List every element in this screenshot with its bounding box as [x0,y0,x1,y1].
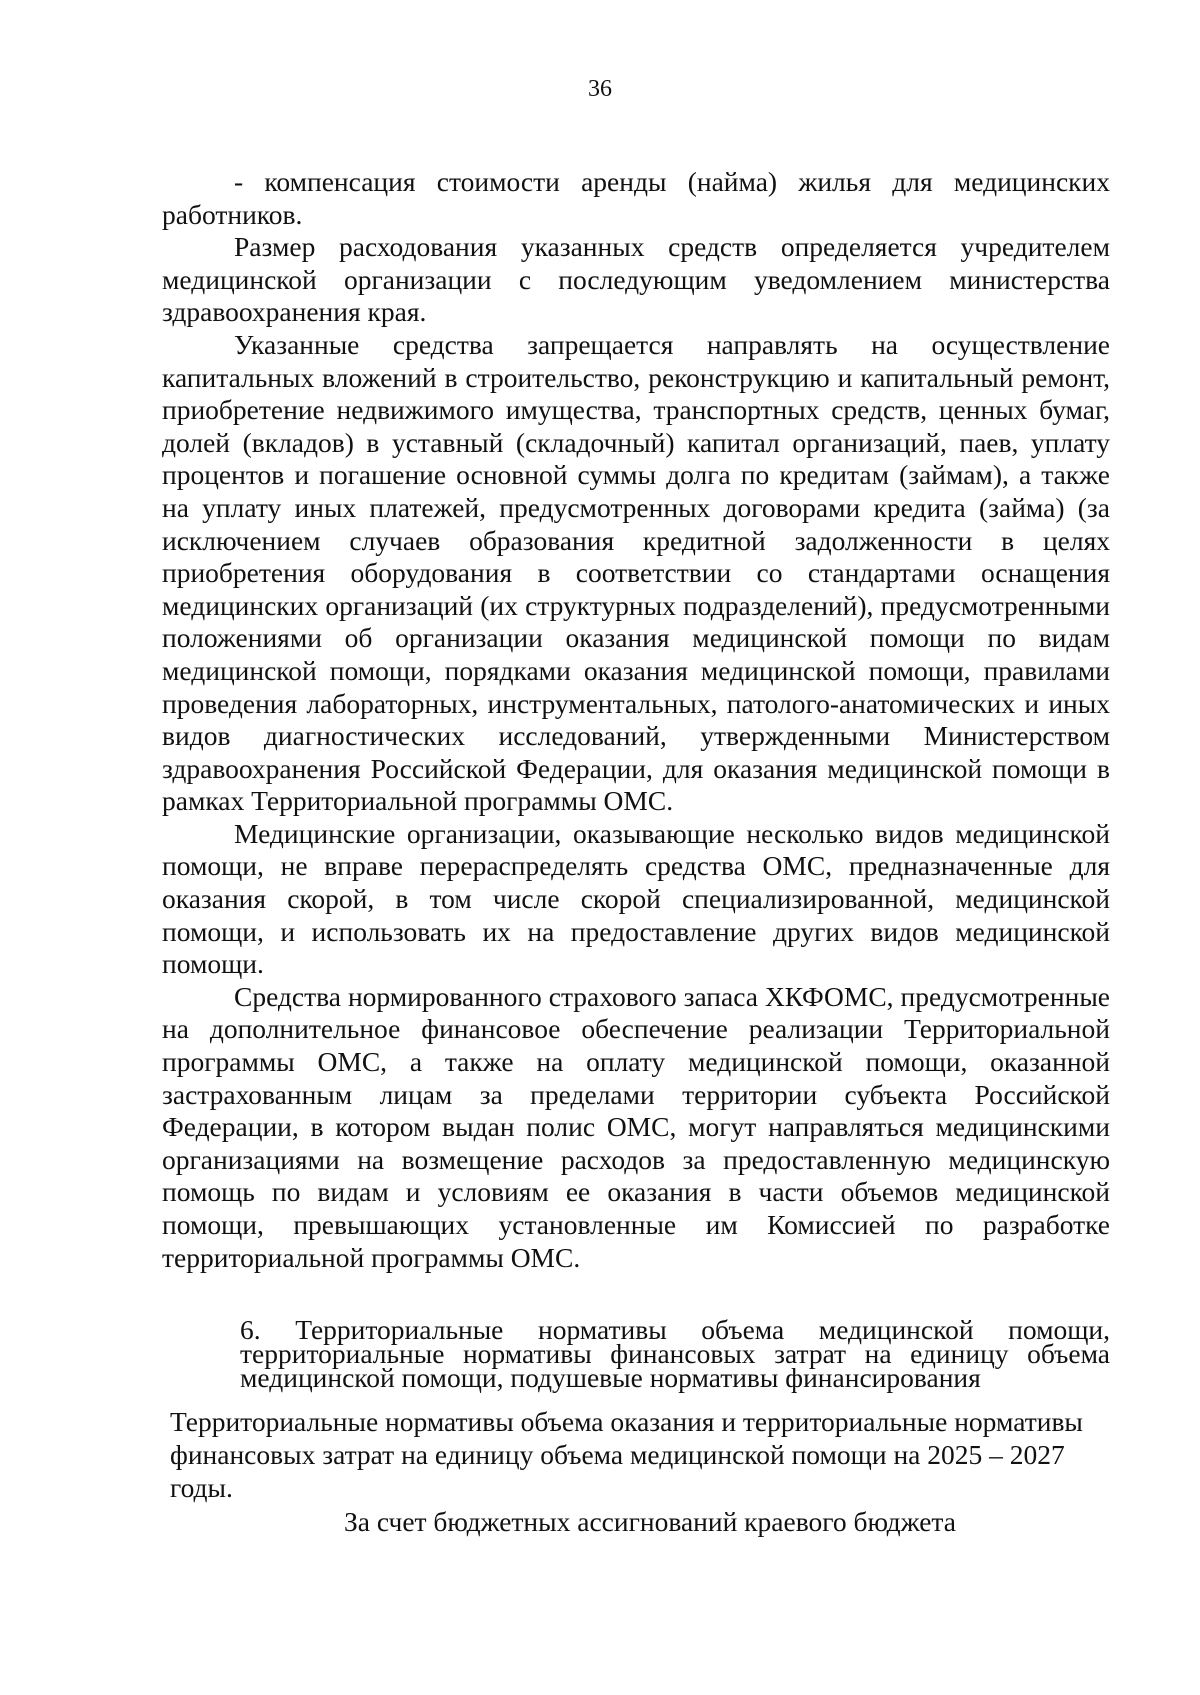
subheading: Территориальные нормативы объема оказания и территориальные нормативы финансовых затрат на единицу объема медицинской помощи на 2025 – 2027 годы. [170,1406,1083,1503]
paragraph-redistribution-ban: Медицинские организации, оказывающие несколько видов медицинской помощи, не вправе перераспределять средства ОМС, предназначенные для оказания скорой, в том числе скорой специализированной, медицинской помощи, и использовать их на предоставление других видов медицинской помощи. [162,817,1110,980]
section-heading [240,1314,1110,1393]
paragraph-insurance-reserve: Средства нормированного страхового запаса ХКФОМС, предусмотренные на дополнительное финансовое обеспечение реализации Территориальной программы ОМС, а также на оплату медицинской помощи, оказанной застрахованным лицам за пределами территории субъекта Российской Федерации, в котором выдан полис ОМС, могут направляться медицинскими организациями на возмещение расходов за предоставленную медицинскую помощь по видам и условиям ее оказания в части объемов медицинской помощи, превышающих установленные им Комиссией по разработке территориальной программы ОМС. [162,980,1110,1273]
paragraph-spending-amount: Размер расходования указанных средств определяется учредителем медицинской организации с последующим уведомлением министерства здравоохранения края. [162,231,1110,328]
section-heading-line-3: медицинской помощи, подушевые нормативы финансирования [240,1362,981,1393]
paragraph-spending-restrictions: Указанные средства запрещается направлять на осуществление капитальных вложений в строительство, реконструкцию и капитальный ремонт, приобретение недвижимого имущества, транспортных средств, ценных бумаг, долей (вкладов) в уставный (складочный) капитал организаций, паев, уплату процентов и погашение основной суммы долга по кредитам (займам), а также на уплату иных платежей, предусмотренных договорами кредита (займа) (за исключением случаев образования кредитной задолженности в целях приобретения оборудования в соответствии со стандартами оснащения медицинских организаций (их структурных подразделений), предусмотренными положениями об организации оказания медицинской помощи по видам медицинской помощи, порядками оказания медицинской помощи, правилами проведения лабораторных, инструментальных, патолого-анатомических и иных видов диагностических исследований, утвержденными Министерством здравоохранения Российской Федерации, для оказания медицинской помощи в рамках Территориальной программы ОМС. [162,328,1110,817]
budget-caption: За счет бюджетных ассигнований краевого бюджета [343,1506,956,1537]
page-number: 36 [588,76,612,102]
section-heading-line-1: 6. Территориальные нормативы объема медицинской помощи, [240,1314,1110,1345]
section-heading-line-2: территориальные нормативы финансовых затрат на единицу объема [240,1338,1110,1369]
document-body [162,166,1110,1274]
paragraph-rent-compensation: - компенсация стоимости аренды (найма) жилья для медицинских работников. [162,166,1110,230]
